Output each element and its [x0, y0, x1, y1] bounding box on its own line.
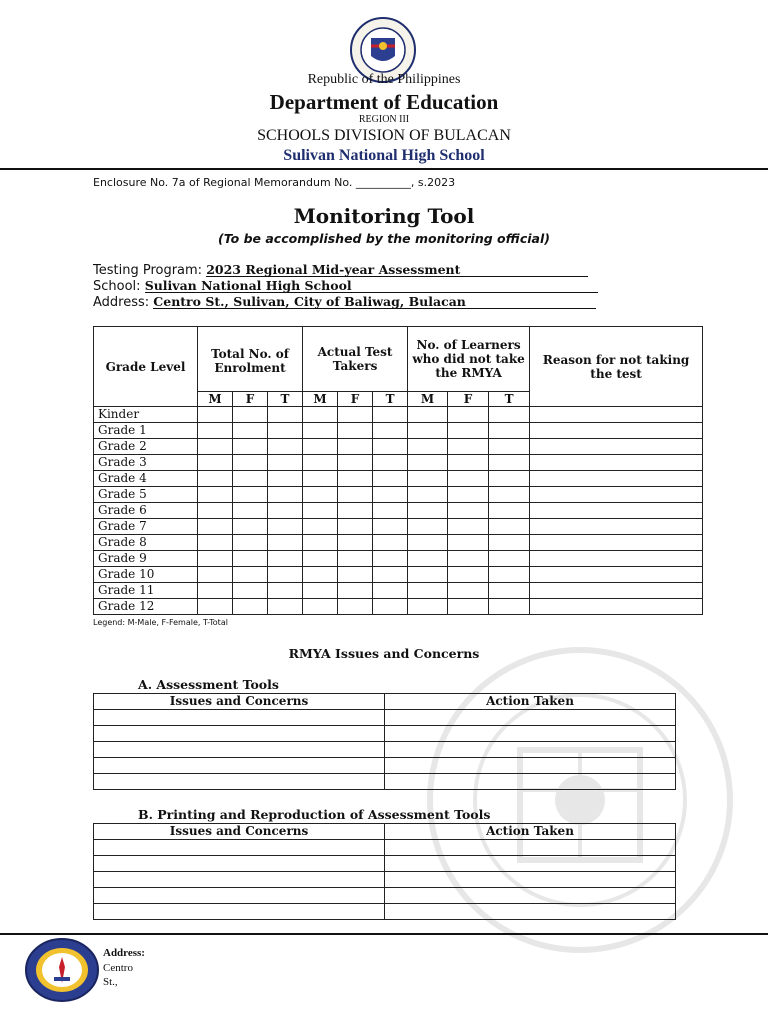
- count-cell[interactable]: [373, 551, 408, 567]
- enclosure-text: Enclosure No. 7a of Regional Memorandum No. __________, s.2023: [93, 176, 456, 189]
- count-cell[interactable]: [408, 503, 448, 519]
- count-cell[interactable]: [489, 535, 530, 551]
- count-cell[interactable]: [198, 423, 233, 439]
- issue-cell[interactable]: [94, 872, 385, 888]
- printing-table: [93, 823, 676, 920]
- reason-cell[interactable]: [530, 455, 703, 471]
- count-cell[interactable]: [373, 599, 408, 615]
- count-cell[interactable]: [489, 407, 530, 423]
- issue-cell[interactable]: [94, 856, 385, 872]
- col-action: Action Taken: [385, 694, 676, 710]
- issues-header-row: [94, 824, 676, 840]
- count-cell[interactable]: [448, 455, 489, 471]
- count-cell[interactable]: [489, 439, 530, 455]
- count-cell[interactable]: [338, 487, 373, 503]
- reason-cell[interactable]: [530, 407, 703, 423]
- count-cell[interactable]: [373, 471, 408, 487]
- count-cell[interactable]: [198, 519, 233, 535]
- col-action: Action Taken: [385, 824, 676, 840]
- sub-m: M: [303, 392, 338, 407]
- count-cell[interactable]: [268, 599, 303, 615]
- legend-text: Legend: M-Male, F-Female, T-Total: [93, 618, 228, 627]
- col-not-take: No. of Learners who did not take the RMYA: [408, 327, 530, 392]
- count-cell[interactable]: [373, 519, 408, 535]
- count-cell[interactable]: [268, 471, 303, 487]
- count-cell[interactable]: [303, 583, 338, 599]
- grade-level-cell: Grade 6: [94, 503, 198, 519]
- field-school: [93, 279, 598, 294]
- table-row: [94, 423, 703, 439]
- count-cell[interactable]: [373, 535, 408, 551]
- count-cell[interactable]: [233, 599, 268, 615]
- grade-level-cell: Grade 9: [94, 551, 198, 567]
- count-cell[interactable]: [198, 567, 233, 583]
- count-cell[interactable]: [408, 423, 448, 439]
- table-row: [94, 840, 676, 856]
- footer-address-label: Address:: [103, 947, 145, 959]
- reason-cell[interactable]: [530, 583, 703, 599]
- table-row: [94, 742, 676, 758]
- grade-level-cell: Grade 1: [94, 423, 198, 439]
- count-cell[interactable]: [268, 439, 303, 455]
- count-cell[interactable]: [233, 423, 268, 439]
- count-cell[interactable]: [198, 455, 233, 471]
- count-cell[interactable]: [489, 583, 530, 599]
- table-row: [94, 567, 703, 583]
- table-row: [94, 583, 703, 599]
- field-label: School:: [93, 279, 141, 294]
- count-cell[interactable]: [373, 503, 408, 519]
- sub-f: F: [448, 392, 489, 407]
- page-title: Monitoring Tool: [293, 204, 475, 228]
- count-cell[interactable]: [303, 487, 338, 503]
- count-cell[interactable]: [373, 423, 408, 439]
- count-cell[interactable]: [448, 423, 489, 439]
- count-cell[interactable]: [233, 407, 268, 423]
- count-cell[interactable]: [198, 599, 233, 615]
- table-row: [94, 439, 703, 455]
- assessment-tools-table: [93, 693, 676, 790]
- field-testing-program: [93, 263, 588, 278]
- action-cell[interactable]: [385, 888, 676, 904]
- count-cell[interactable]: [268, 503, 303, 519]
- section-a-title: A. Assessment Tools: [138, 677, 279, 692]
- grade-level-cell: Grade 5: [94, 487, 198, 503]
- page-subtitle: (To be accomplished by the monitoring official): [218, 231, 550, 246]
- count-cell[interactable]: [408, 487, 448, 503]
- count-cell[interactable]: [338, 599, 373, 615]
- reason-cell[interactable]: [530, 423, 703, 439]
- count-cell[interactable]: [408, 567, 448, 583]
- count-cell[interactable]: [373, 583, 408, 599]
- count-cell[interactable]: [233, 535, 268, 551]
- count-cell[interactable]: [373, 455, 408, 471]
- issues-header-row: [94, 694, 676, 710]
- count-cell[interactable]: [448, 583, 489, 599]
- issue-cell[interactable]: [94, 904, 385, 920]
- school-logo: [24, 937, 100, 1003]
- col-issues: Issues and Concerns: [94, 824, 385, 840]
- issue-cell[interactable]: [94, 758, 385, 774]
- count-cell[interactable]: [303, 439, 338, 455]
- count-cell[interactable]: [303, 455, 338, 471]
- count-cell[interactable]: [338, 503, 373, 519]
- count-cell[interactable]: [338, 567, 373, 583]
- count-cell[interactable]: [408, 551, 448, 567]
- count-cell[interactable]: [448, 551, 489, 567]
- footer-address-line1: Centro: [103, 962, 133, 974]
- reason-cell[interactable]: [530, 519, 703, 535]
- grade-level-cell: Grade 7: [94, 519, 198, 535]
- count-cell[interactable]: [373, 439, 408, 455]
- count-cell[interactable]: [489, 423, 530, 439]
- count-cell[interactable]: [489, 551, 530, 567]
- count-cell[interactable]: [408, 455, 448, 471]
- reason-cell[interactable]: [530, 567, 703, 583]
- count-cell[interactable]: [408, 583, 448, 599]
- count-cell[interactable]: [303, 423, 338, 439]
- count-cell[interactable]: [448, 407, 489, 423]
- grade-level-cell: Grade 2: [94, 439, 198, 455]
- count-cell[interactable]: [233, 471, 268, 487]
- grade-level-cell: Grade 8: [94, 535, 198, 551]
- col-issues: Issues and Concerns: [94, 694, 385, 710]
- table-row: [94, 551, 703, 567]
- count-cell[interactable]: [303, 567, 338, 583]
- count-cell[interactable]: [338, 551, 373, 567]
- count-cell[interactable]: [268, 583, 303, 599]
- col-grade-level: Grade Level: [94, 327, 198, 407]
- reason-cell[interactable]: [530, 503, 703, 519]
- action-cell[interactable]: [385, 742, 676, 758]
- reason-cell[interactable]: [530, 487, 703, 503]
- count-cell[interactable]: [448, 519, 489, 535]
- count-cell[interactable]: [448, 535, 489, 551]
- reason-cell[interactable]: [530, 599, 703, 615]
- count-cell[interactable]: [233, 455, 268, 471]
- issue-cell[interactable]: [94, 742, 385, 758]
- count-cell[interactable]: [448, 567, 489, 583]
- count-cell[interactable]: [489, 599, 530, 615]
- section-b-title: B. Printing and Reproduction of Assessment Tools: [138, 807, 491, 822]
- count-cell[interactable]: [489, 519, 530, 535]
- table-row: [94, 519, 703, 535]
- action-cell[interactable]: [385, 774, 676, 790]
- sub-t: T: [268, 392, 303, 407]
- col-enrolment: Total No. of Enrolment: [198, 327, 303, 392]
- table-row: [94, 599, 703, 615]
- table-row: [94, 455, 703, 471]
- count-cell[interactable]: [268, 423, 303, 439]
- count-cell[interactable]: [268, 535, 303, 551]
- table-header-row: [94, 327, 703, 392]
- sub-t: T: [373, 392, 408, 407]
- issue-cell[interactable]: [94, 840, 385, 856]
- count-cell[interactable]: [233, 551, 268, 567]
- count-cell[interactable]: [198, 535, 233, 551]
- col-reason: Reason for not taking the test: [530, 327, 703, 407]
- reason-cell[interactable]: [530, 471, 703, 487]
- count-cell[interactable]: [233, 567, 268, 583]
- sub-t: T: [489, 392, 530, 407]
- reason-cell[interactable]: [530, 439, 703, 455]
- count-cell[interactable]: [408, 407, 448, 423]
- field-label: Address:: [93, 295, 150, 310]
- grade-level-cell: Grade 4: [94, 471, 198, 487]
- count-cell[interactable]: [448, 439, 489, 455]
- count-cell[interactable]: [303, 535, 338, 551]
- table-row: [94, 471, 703, 487]
- grade-level-cell: Grade 11: [94, 583, 198, 599]
- count-cell[interactable]: [303, 503, 338, 519]
- action-cell[interactable]: [385, 840, 676, 856]
- count-cell[interactable]: [268, 519, 303, 535]
- count-cell[interactable]: [448, 503, 489, 519]
- issue-cell[interactable]: [94, 726, 385, 742]
- count-cell[interactable]: [373, 487, 408, 503]
- count-cell[interactable]: [408, 439, 448, 455]
- count-cell[interactable]: [489, 487, 530, 503]
- count-cell[interactable]: [408, 599, 448, 615]
- issue-cell[interactable]: [94, 888, 385, 904]
- count-cell[interactable]: [303, 599, 338, 615]
- grade-level-cell: Grade 3: [94, 455, 198, 471]
- count-cell[interactable]: [198, 487, 233, 503]
- reason-cell[interactable]: [530, 535, 703, 551]
- sub-m: M: [198, 392, 233, 407]
- footer-divider: [0, 933, 768, 935]
- count-cell[interactable]: [198, 471, 233, 487]
- department-title: Department of Education: [269, 90, 499, 114]
- count-cell[interactable]: [408, 535, 448, 551]
- count-cell[interactable]: [408, 471, 448, 487]
- division-text: SCHOOLS DIVISION OF BULACAN: [257, 127, 511, 144]
- field-value: Centro St., Sulivan, City of Baliwag, Bulacan: [153, 295, 596, 309]
- table-row: [94, 710, 676, 726]
- monitoring-table: [93, 326, 703, 615]
- count-cell[interactable]: [268, 455, 303, 471]
- count-cell[interactable]: [303, 519, 338, 535]
- table-row: [94, 856, 676, 872]
- count-cell[interactable]: [303, 551, 338, 567]
- count-cell[interactable]: [338, 519, 373, 535]
- count-cell[interactable]: [448, 471, 489, 487]
- table-row: [94, 407, 703, 423]
- table-row: [94, 888, 676, 904]
- table-row: [94, 872, 676, 888]
- grade-level-cell: Grade 10: [94, 567, 198, 583]
- table-row: [94, 774, 676, 790]
- count-cell[interactable]: [198, 503, 233, 519]
- count-cell[interactable]: [338, 407, 373, 423]
- count-cell[interactable]: [198, 551, 233, 567]
- count-cell[interactable]: [268, 567, 303, 583]
- count-cell[interactable]: [198, 407, 233, 423]
- sub-f: F: [233, 392, 268, 407]
- col-takers: Actual Test Takers: [303, 327, 408, 392]
- count-cell[interactable]: [408, 519, 448, 535]
- count-cell[interactable]: [489, 471, 530, 487]
- issue-cell[interactable]: [94, 710, 385, 726]
- action-cell[interactable]: [385, 758, 676, 774]
- table-row: [94, 503, 703, 519]
- count-cell[interactable]: [268, 407, 303, 423]
- count-cell[interactable]: [338, 423, 373, 439]
- table-row: [94, 758, 676, 774]
- grade-level-cell: Grade 12: [94, 599, 198, 615]
- count-cell[interactable]: [448, 599, 489, 615]
- count-cell[interactable]: [448, 487, 489, 503]
- count-cell[interactable]: [198, 439, 233, 455]
- count-cell[interactable]: [303, 471, 338, 487]
- footer-address-line2: St.,: [103, 976, 118, 988]
- table-row: [94, 726, 676, 742]
- field-value: Sulivan National High School: [145, 279, 598, 293]
- table-row: [94, 535, 703, 551]
- count-cell[interactable]: [233, 487, 268, 503]
- count-cell[interactable]: [268, 487, 303, 503]
- count-cell[interactable]: [373, 407, 408, 423]
- school-header: Sulivan National High School: [283, 147, 485, 164]
- issues-heading: RMYA Issues and Concerns: [288, 646, 480, 661]
- sub-m: M: [408, 392, 448, 407]
- issue-cell[interactable]: [94, 774, 385, 790]
- count-cell[interactable]: [303, 407, 338, 423]
- republic-text: Republic of the Philippines: [307, 72, 461, 87]
- region-text: REGION III: [358, 114, 410, 125]
- header-divider: [0, 168, 768, 170]
- action-cell[interactable]: [385, 856, 676, 872]
- count-cell[interactable]: [489, 503, 530, 519]
- count-cell[interactable]: [489, 455, 530, 471]
- count-cell[interactable]: [338, 535, 373, 551]
- table-row: [94, 487, 703, 503]
- count-cell[interactable]: [233, 519, 268, 535]
- count-cell[interactable]: [338, 471, 373, 487]
- count-cell[interactable]: [338, 455, 373, 471]
- count-cell[interactable]: [268, 551, 303, 567]
- reason-cell[interactable]: [530, 551, 703, 567]
- count-cell[interactable]: [233, 439, 268, 455]
- count-cell[interactable]: [233, 503, 268, 519]
- count-cell[interactable]: [338, 439, 373, 455]
- action-cell[interactable]: [385, 710, 676, 726]
- count-cell[interactable]: [198, 583, 233, 599]
- count-cell[interactable]: [338, 583, 373, 599]
- field-label: Testing Program:: [93, 263, 203, 278]
- field-address: [93, 295, 596, 310]
- grade-level-cell: Kinder: [94, 407, 198, 423]
- count-cell[interactable]: [489, 567, 530, 583]
- action-cell[interactable]: [385, 904, 676, 920]
- sub-f: F: [338, 392, 373, 407]
- action-cell[interactable]: [385, 726, 676, 742]
- count-cell[interactable]: [233, 583, 268, 599]
- field-value: 2023 Regional Mid-year Assessment: [206, 263, 588, 277]
- action-cell[interactable]: [385, 872, 676, 888]
- count-cell[interactable]: [373, 567, 408, 583]
- table-row: [94, 904, 676, 920]
